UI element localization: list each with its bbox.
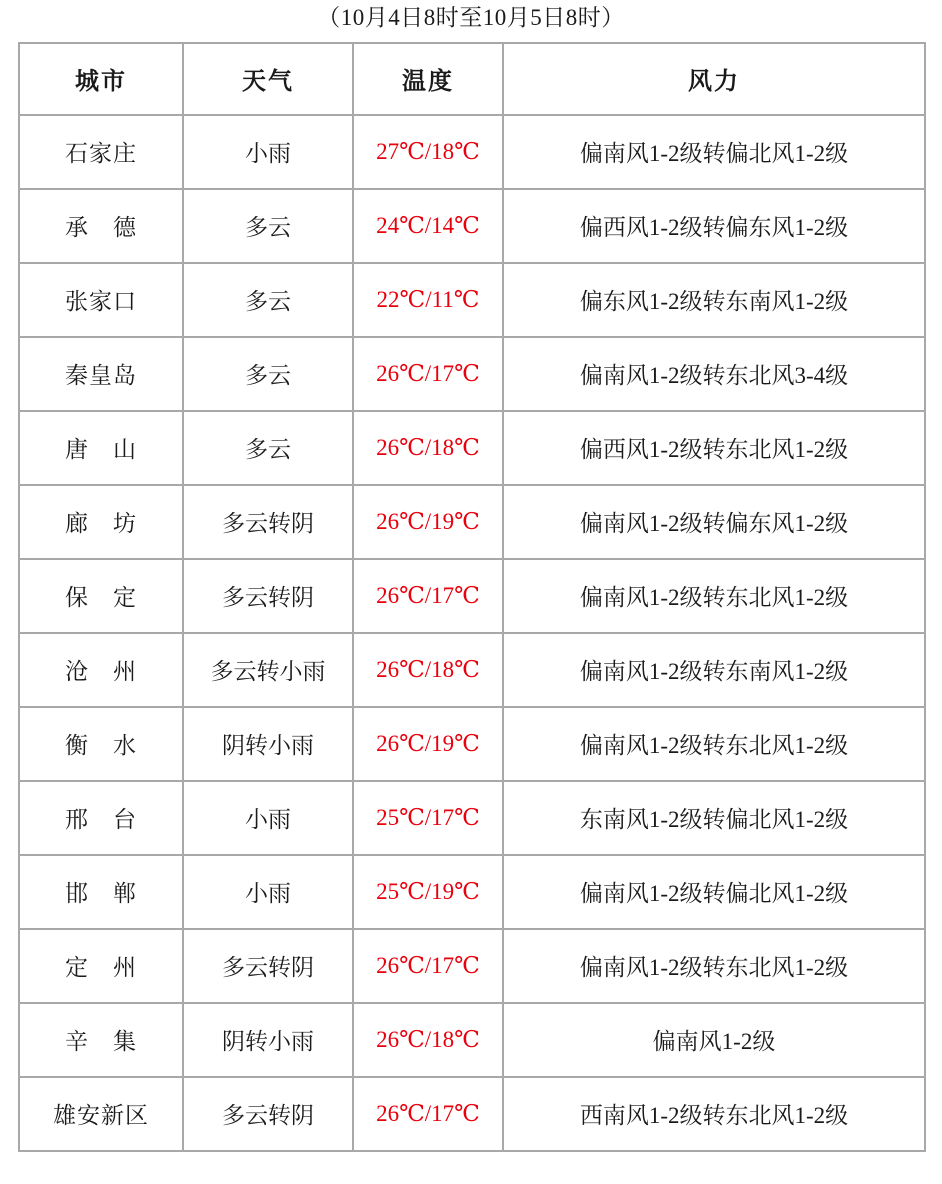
cell-temperature: 26℃/18℃ (353, 411, 503, 485)
cell-city: 邢 台 (19, 781, 183, 855)
cell-weather: 多云转阴 (183, 559, 353, 633)
table-row (19, 781, 925, 855)
table-row (19, 1003, 925, 1077)
column-header-temperature: 温度 (353, 43, 503, 115)
cell-city: 承 德 (19, 189, 183, 263)
cell-weather: 多云转阴 (183, 485, 353, 559)
table-header (19, 43, 925, 115)
cell-temperature: 26℃/19℃ (353, 707, 503, 781)
cell-temperature: 26℃/19℃ (353, 485, 503, 559)
cell-weather: 小雨 (183, 115, 353, 189)
table-row (19, 263, 925, 337)
cell-temperature: 24℃/14℃ (353, 189, 503, 263)
cell-weather: 多云转阴 (183, 1077, 353, 1151)
cell-temperature: 25℃/19℃ (353, 855, 503, 929)
table-row (19, 707, 925, 781)
table-row (19, 855, 925, 929)
table-row (19, 485, 925, 559)
cell-wind: 偏南风1-2级转偏北风1-2级 (503, 115, 925, 189)
cell-wind: 偏南风1-2级转东北风1-2级 (503, 929, 925, 1003)
cell-weather: 小雨 (183, 855, 353, 929)
cell-wind: 偏南风1-2级转东北风1-2级 (503, 707, 925, 781)
cell-weather: 多云 (183, 411, 353, 485)
cell-temperature: 25℃/17℃ (353, 781, 503, 855)
cell-temperature: 26℃/17℃ (353, 929, 503, 1003)
cell-city: 张家口 (19, 263, 183, 337)
table-body (19, 115, 925, 1151)
cell-city: 定 州 (19, 929, 183, 1003)
cell-weather: 多云 (183, 189, 353, 263)
table-row (19, 411, 925, 485)
cell-wind: 偏南风1-2级转偏东风1-2级 (503, 485, 925, 559)
cell-city: 石家庄 (19, 115, 183, 189)
cell-wind: 偏南风1-2级 (503, 1003, 925, 1077)
table-row (19, 633, 925, 707)
cell-weather: 多云转小雨 (183, 633, 353, 707)
column-header-weather: 天气 (183, 43, 353, 115)
cell-weather: 阴转小雨 (183, 707, 353, 781)
cell-city: 衡 水 (19, 707, 183, 781)
cell-wind: 偏南风1-2级转东北风1-2级 (503, 559, 925, 633)
cell-weather: 多云 (183, 263, 353, 337)
cell-wind: 西南风1-2级转东北风1-2级 (503, 1077, 925, 1151)
column-header-city: 城市 (19, 43, 183, 115)
forecast-table-container (0, 42, 942, 1152)
table-row (19, 115, 925, 189)
cell-weather: 多云转阴 (183, 929, 353, 1003)
cell-city: 唐 山 (19, 411, 183, 485)
cell-city: 秦皇岛 (19, 337, 183, 411)
cell-wind: 偏西风1-2级转东北风1-2级 (503, 411, 925, 485)
cell-city: 沧 州 (19, 633, 183, 707)
column-header-wind: 风力 (503, 43, 925, 115)
cell-city: 廊 坊 (19, 485, 183, 559)
cell-temperature: 26℃/18℃ (353, 633, 503, 707)
cell-weather: 阴转小雨 (183, 1003, 353, 1077)
table-row (19, 929, 925, 1003)
cell-wind: 偏南风1-2级转东南风1-2级 (503, 633, 925, 707)
cell-city: 辛 集 (19, 1003, 183, 1077)
cell-temperature: 26℃/17℃ (353, 559, 503, 633)
table-row (19, 189, 925, 263)
table-row (19, 559, 925, 633)
cell-wind: 偏南风1-2级转东北风3-4级 (503, 337, 925, 411)
cell-city: 邯 郸 (19, 855, 183, 929)
cell-temperature: 26℃/17℃ (353, 337, 503, 411)
cell-wind: 偏南风1-2级转偏北风1-2级 (503, 855, 925, 929)
forecast-period-caption: （10月4日8时至10月5日8时） (317, 5, 625, 30)
table-row (19, 1077, 925, 1151)
cell-wind: 偏东风1-2级转东南风1-2级 (503, 263, 925, 337)
cell-temperature: 27℃/18℃ (353, 115, 503, 189)
cell-city: 保 定 (19, 559, 183, 633)
table-row (19, 337, 925, 411)
cell-city: 雄安新区 (19, 1077, 183, 1151)
cell-weather: 小雨 (183, 781, 353, 855)
cell-wind: 偏西风1-2级转偏东风1-2级 (503, 189, 925, 263)
cell-temperature: 26℃/17℃ (353, 1077, 503, 1151)
cell-temperature: 22℃/11℃ (353, 263, 503, 337)
table-header-row (19, 43, 925, 115)
weather-forecast-table (18, 42, 926, 1152)
cell-wind: 东南风1-2级转偏北风1-2级 (503, 781, 925, 855)
cell-weather: 多云 (183, 337, 353, 411)
cell-temperature: 26℃/18℃ (353, 1003, 503, 1077)
